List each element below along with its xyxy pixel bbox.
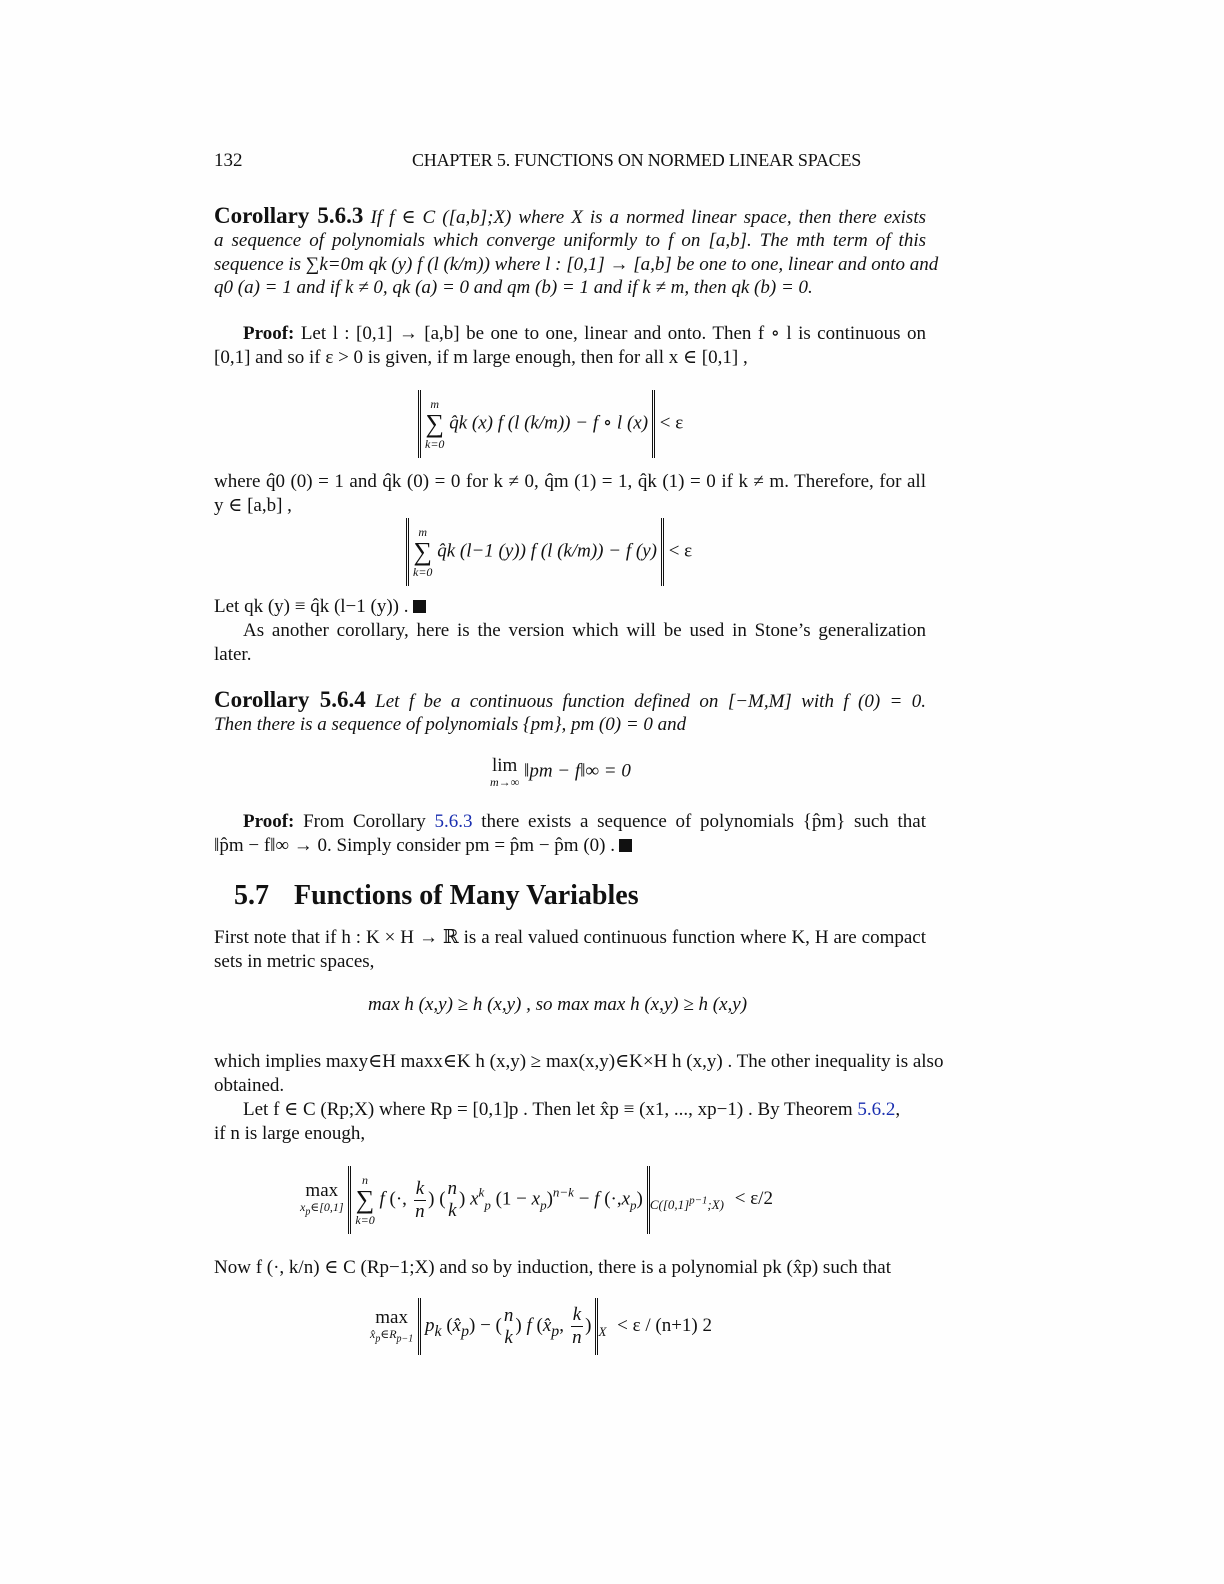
corollary-ref-link[interactable]: 5.6.3 [434,811,473,832]
max-inequality: max h (x,y) ≥ h (x,y) , so max max h (x,y) ≥ h (x,y) [368,994,748,1015]
page-number: 132 [214,150,243,171]
corollary-563-line-2: a sequence of polynomials which converge uniformly to f on [a,b]. The mth term of this [214,230,926,251]
theorem-ref-link[interactable]: 5.6.2 [857,1099,896,1120]
paragraph-1-line-2: later. [214,644,252,665]
corollary-563-line-3: sequence is ∑k=0m qk (y) f (l (k/m)) where l : [0,1] → [a,b] be one to one, linear and onto and [214,254,939,275]
section-line-3: which implies maxy∈H maxx∈K h (x,y) ≥ max(x,y)∈K×H h (x,y) . The other inequality is also [214,1051,944,1072]
proof-1-line-4: y ∈ [a,b] , [214,495,292,516]
section-title: Functions of Many Variables [294,880,639,911]
bernstein-equation: max $x_p\in[0,1]$ n ∑ k=0 f (·, $\frac{k}{n}$ ) ( n k ) $x^k_p$ $(1 - x_p)^{n-k} - f$ $(\cdot,x_p)_{C([0,1]^{p-1};X)} < \varepsilon/2$ [300,1166,773,1234]
equation-2: m ∑ k=0 q̂k (l−1 (y)) f (l (k/m)) − f (y) < ε [406,518,692,586]
proof-2-line-1: Proof: From Corollary 5.6.3 there exists a sequence of polynomials {p̂m} such that [243,811,927,832]
proof-label-2: Proof: [243,811,295,832]
corollary-564-line-2: Then there is a sequence of polynomials {pm}, pm (0) = 0 and [214,714,687,735]
limit-equation: lim m→∞ ‖pm − f‖∞ = 0 [490,755,631,789]
section-line-1: First note that if h : K × H → ℝ is a real valued continuous function where K, H are compact [214,927,926,948]
qed-square-icon [619,839,632,852]
corollary-564-label: Corollary 5.6.4 [214,687,366,712]
proof-1-line-2: [0,1] and so if ε > 0 is given, if m large enough, then for all x ∈ [0,1] , [214,347,748,368]
section-line-6: if n is large enough, [214,1123,366,1144]
corollary-563-line-1: Corollary 5.6.3 If f ∈ C ([a,b];X) where X is a normed linear space, then there exists [214,203,926,228]
proof-1-line-5: Let qk (y) ≡ q̂k (l−1 (y)) . [214,595,926,619]
running-header: CHAPTER 5. FUNCTIONS ON NORMED LINEAR SPACES [412,150,862,170]
proof-1-line-1: Proof: Let l : [0,1] → [a,b] be one to one, linear and onto. Then f ∘ l is continuous on [243,323,927,344]
section-line-5: Let f ∈ C (Rp;X) where Rp = [0,1]p . Then let x̂p ≡ (x1, ..., xp−1) . By Theorem 5.6.2, [243,1099,901,1120]
corollary-564-line-1: Corollary 5.6.4 Let f be a continuous function defined on [−M,M] with f (0) = 0. [214,687,926,712]
proof-1-line-3: where q̂0 (0) = 1 and q̂k (0) = 0 for k ≠ 0, q̂m (1) = 1, q̂k (1) = 0 if k ≠ m. Therefore, for all [214,471,926,492]
proof-label: Proof: [243,323,295,344]
section-line-4: obtained. [214,1075,285,1096]
qed-square-icon [413,600,426,613]
proof-2-line-2: ‖p̂m − f‖∞ → 0. Simply consider pm = p̂m − p̂m (0) . [214,834,926,858]
polynomial-equation: max $x̂_p\in R_{p-1}$ $p_k$ $(x̂_p)$ − ( n k ) f ($x̂_p$, $\frac{k}{n}$ )$_X < \varepsilon / (n+1)$ 2 [370,1298,712,1355]
equation-1: m ∑ k=0 q̂k (x) f (l (k/m)) − f ∘ l (x) < ε [418,390,683,458]
section-line-2: sets in metric spaces, [214,951,375,972]
paragraph-1-line-1: As another corollary, here is the version which will be used in Stone’s generalization [243,620,926,641]
section-line-7: Now f (·, k/n) ∈ C (Rp−1;X) and so by induction, there is a polynomial pk (x̂p) such that [214,1257,892,1278]
corollary-563-line-4: q0 (a) = 1 and if k ≠ 0, qk (a) = 0 and qm (b) = 1 and if k ≠ m, then qk (b) = 0. [214,277,813,298]
section-heading [234,880,639,912]
section-number: 5.7 [234,880,269,911]
corollary-563-label: Corollary 5.6.3 [214,203,364,228]
